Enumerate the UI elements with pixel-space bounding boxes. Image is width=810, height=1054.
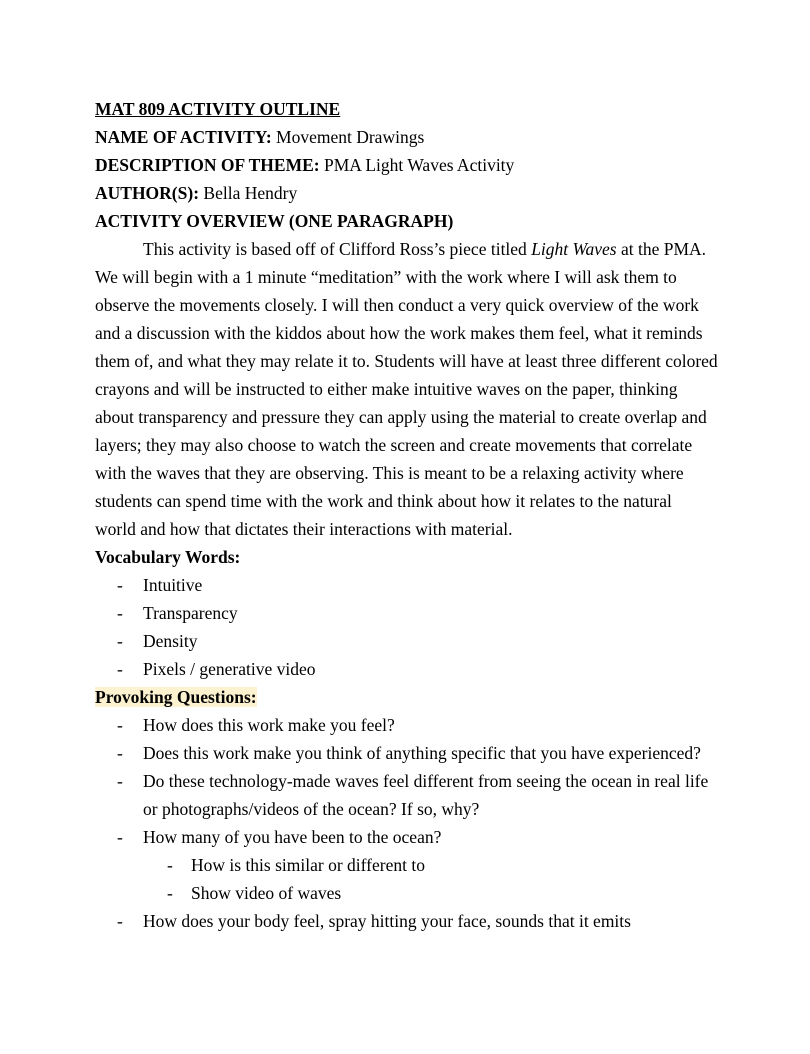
list-item [95, 767, 725, 823]
overview-heading: ACTIVITY OVERVIEW (ONE PARAGRAPH) [95, 211, 454, 231]
activity-name-line [95, 123, 725, 151]
theme-label: DESCRIPTION OF THEME: [95, 155, 320, 175]
questions-list [95, 711, 725, 851]
vocab-word: Intuitive [143, 575, 203, 595]
activity-name-value: Movement Drawings [276, 127, 425, 147]
question-text: How many of you have been to the ocean? [143, 827, 442, 847]
questions-heading-line [95, 683, 725, 711]
vocab-word: Transparency [143, 603, 238, 623]
overview-line [95, 235, 725, 263]
list-item [95, 823, 725, 851]
dash-bullet: - [167, 883, 173, 903]
dash-bullet: - [117, 911, 123, 931]
vocab-word: Pixels / generative video [143, 659, 316, 679]
question-text-continued: or photographs/videos of the ocean? If so, why? [143, 799, 480, 819]
overview-text: This activity is based off of Clifford Ross’s piece titled [143, 239, 532, 259]
overview-line: crayons and will be instructed to either make intuitive waves on the paper, thinking [95, 379, 678, 399]
question-text: Does this work make you think of anything specific that you have experienced? [143, 743, 701, 763]
overview-line: students can spend time with the work and think about how it relates to the natural [95, 491, 672, 511]
overview-line: about transparency and pressure they can apply using the material to create overlap and [95, 407, 707, 427]
dash-bullet: - [117, 771, 123, 791]
dash-bullet: - [117, 659, 123, 679]
list-item [95, 907, 725, 935]
author-line [95, 179, 725, 207]
activity-name-label: NAME OF ACTIVITY: [95, 127, 272, 147]
questions-list-continued [95, 907, 725, 935]
theme-value: PMA Light Waves Activity [324, 155, 515, 175]
overview-line: world and how that dictates their interactions with material. [95, 519, 513, 539]
list-item [95, 599, 725, 627]
dash-bullet: - [117, 631, 123, 651]
list-item [95, 739, 725, 767]
theme-line [95, 151, 725, 179]
sub-question-text: Show video of waves [191, 883, 342, 903]
overview-line: and a discussion with the kiddos about how the work makes them feel, what it reminds [95, 323, 703, 343]
dash-bullet: - [167, 855, 173, 875]
vocab-word: Density [143, 631, 198, 651]
list-item [95, 851, 725, 879]
questions-heading: Provoking Questions: [95, 687, 257, 707]
author-label: AUTHOR(S): [95, 183, 200, 203]
vocab-list [95, 571, 725, 683]
dash-bullet: - [117, 603, 123, 623]
document-title: MAT 809 ACTIVITY OUTLINE [95, 99, 341, 119]
sub-questions-list [95, 851, 725, 907]
overview-text: at the PMA. [616, 239, 707, 259]
question-text: Do these technology-made waves feel different from seeing the ocean in real life [143, 771, 709, 791]
list-item [95, 655, 725, 683]
sub-question-text: How is this similar or different to [191, 855, 425, 875]
dash-bullet: - [117, 715, 123, 735]
vocab-heading: Vocabulary Words: [95, 547, 241, 567]
document-page [95, 95, 725, 935]
overview-line: them of, and what they may relate it to. Students will have at least three different colored [95, 351, 718, 371]
dash-bullet: - [117, 743, 123, 763]
dash-bullet: - [117, 575, 123, 595]
overview-line: with the waves that they are observing. This is meant to be a relaxing activity where [95, 463, 684, 483]
list-item [95, 571, 725, 599]
list-item [95, 711, 725, 739]
overview-line: We will begin with a 1 minute “meditation” with the work where I will ask them to [95, 267, 677, 287]
author-value: Bella Hendry [203, 183, 298, 203]
question-text: How does this work make you feel? [143, 715, 395, 735]
overview-paragraph [95, 235, 725, 543]
overview-line: layers; they may also choose to watch the screen and create movements that correlate [95, 435, 693, 455]
list-item [95, 879, 725, 907]
list-item [95, 627, 725, 655]
artwork-title: Light Waves [531, 239, 617, 259]
overview-line: observe the movements closely. I will then conduct a very quick overview of the work [95, 295, 699, 315]
dash-bullet: - [117, 827, 123, 847]
question-text: How does your body feel, spray hitting your face, sounds that it emits [143, 911, 631, 931]
